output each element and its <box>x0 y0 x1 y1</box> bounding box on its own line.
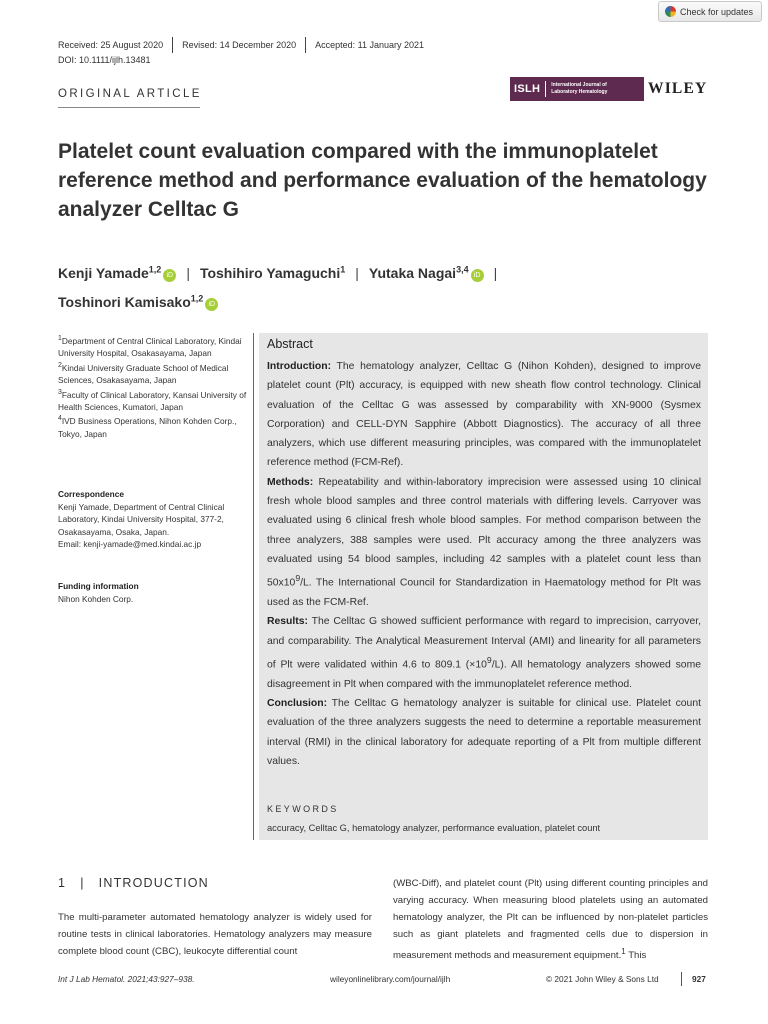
divider <box>58 107 200 108</box>
footer-copyright: © 2021 John Wiley & Sons Ltd <box>546 974 659 984</box>
divider <box>305 37 306 53</box>
page-number: 927 <box>692 974 706 984</box>
journal-logo-line: Laboratory Hematology <box>551 89 608 95</box>
author[interactable]: Yutaka Nagai$^{3,4}$ <box>368 264 469 281</box>
orcid-icon[interactable]: iD <box>205 298 218 311</box>
section-heading: 1 | INTRODUCTION <box>58 876 209 890</box>
author-separator: | <box>186 264 190 281</box>
orcid-icon[interactable]: iD <box>471 269 484 282</box>
author[interactable]: Kenji Yamade$^{1,2}$ <box>58 264 162 281</box>
journal-logo[interactable] <box>510 77 644 101</box>
divider <box>172 37 173 53</box>
author-list <box>58 256 718 315</box>
abstract-conclusion: Conclusion: The Celltac G hematology analyzer is suitable for clinical use. Platelet count evaluation of the three analyzers suggests the need to determine a reportable measurement interval (RMI) in the clinical laboratory for adequate reporting of a Plt from multiple different values. <box>267 697 702 767</box>
affiliation: $^1$Department of Central Clinical Laboratory, Kindai University Hospital, Osakasayama, Japan <box>58 335 242 359</box>
accepted-date: Accepted: 11 January 2021 <box>315 40 425 50</box>
doi[interactable]: DOI: 10.1111/ijlh.13481 <box>58 55 151 65</box>
divider <box>681 972 682 986</box>
affiliation: $^3$Faculty of Clinical Laboratory, Kansai University of Health Sciences, Kumatori, Japan <box>58 388 247 412</box>
author-separator: | <box>355 264 359 281</box>
keywords: accuracy, Celltac G, hematology analyzer, performance evaluation, platelet count <box>267 823 601 833</box>
abstract-methods: Methods: Repeatability and within-laboratory imprecision were assessed using 10 clinical fresh whole blood samples and three control materials with differing levels. Carryover was evaluated using 6 clinical fresh whole blood samples. For method comparison between the three analyzers, 388 samples were used. Plt accuracy among the three analyzers was evaluated using 54 blood samples, including 42 samples with a platelet count less than $50x10^9/L$. The International Council for Standardization in Haematology method for Plt was used as the FCM-Ref. <box>267 476 701 609</box>
correspondence-text: Kenji Yamade, Department of Central Clinical Laboratory, Kindai University Hospital, 377-2, Osakasayama, Osaka, Japan. <box>58 501 225 537</box>
body-text-column-right: (WBC-Diff), and platelet count (Plt) using different counting principles and varying accuracy. When measuring blood platelets using an automated hematology analyzer, the Plt can be influenced by non-platelet particles such as giant platelets and fragmented cells due to dispersion in measurement methods and measurement equipment.$^1$ This <box>393 878 708 962</box>
journal-logo-name <box>546 82 607 96</box>
funding-text: Nihon Kohden Corp. <box>58 593 134 604</box>
affiliation: $^2$Kindai University Graduate School of Medical Sciences, Osakasayama, Japan <box>58 361 229 386</box>
revised-date: Revised: 14 December 2020 <box>182 40 297 50</box>
correspondence-label: Correspondence <box>58 489 124 499</box>
footer-citation: Int J Lab Hematol. 2021;43:927–938. <box>58 974 195 984</box>
publisher-logo[interactable]: WILEY <box>648 80 708 97</box>
citation-ref[interactable]: 1 <box>621 947 626 956</box>
body-text-column-left: The multi-parameter automated hematology analyzer is widely used for routine tests in clinical laboratories. Hematology analyzers may measure complete blood count (CBC), leukocyte differential count <box>58 912 372 957</box>
funding-label: Funding information <box>58 581 139 591</box>
check-for-updates-label: Check for updates <box>679 6 753 17</box>
affiliations <box>58 333 248 440</box>
author-separator: | <box>493 264 498 281</box>
abstract-heading: Abstract <box>267 337 313 351</box>
abstract-results: Results: The Celltac G showed sufficient performance with regard to imprecision, carryover, and comparability. The Analytical Measurement Interval (AMI) and linearity for all parameters of Plt were validated within 4.6 to 809.1 $(\times 10^9/L)$. All hematology analyzers showed some disagreement in Plt when compared with the immunoplatelet reference method. <box>267 616 701 690</box>
islh-logo-mark: ISLH <box>510 81 546 97</box>
abstract-rule <box>253 333 254 840</box>
orcid-icon[interactable]: iD <box>163 269 176 282</box>
affiliation: $^4$IVD Business Operations, Nihon Kohden Corp., Tokyo, Japan <box>58 415 237 439</box>
correspondence <box>58 488 248 551</box>
received-date: Received: 25 August 2020 <box>58 40 164 50</box>
funding <box>58 580 248 605</box>
article-title: Platelet count evaluation compared with the immunoplatelet reference method and performance evaluation of the hematology analyzer Celltac G <box>58 140 707 221</box>
article-type: ORIGINAL ARTICLE <box>58 88 202 100</box>
keywords-heading: KEYWORDS <box>267 804 339 814</box>
crossmark-icon <box>665 6 676 17</box>
author[interactable]: Toshinori Kamisako$^{1,2}$ <box>58 293 204 311</box>
journal-logo-line: International Journal of <box>551 82 607 88</box>
author[interactable]: Toshihiro Yamaguchi$^1$ <box>199 264 346 281</box>
footer-url[interactable]: wileyonlinelibrary.com/journal/ijlh <box>330 974 451 984</box>
check-for-updates-button[interactable] <box>658 1 762 22</box>
correspondence-email[interactable]: Email: kenji-yamade@med.kindai.ac.jp <box>58 539 202 549</box>
abstract-introduction: Introduction: The hematology analyzer, Celltac G (Nihon Kohden), designed to improve platelet count (Plt) accuracy, is equipped with new sheath flow control technology. Clinical evaluation of the Celltac G was assessed by comparability with XN-9000 (Sysmex Corporation) and CELL-DYN Sapphire (Abbott Diagnostics). The accuracy of all three analyzers, which use different measuring principles, was compared with the immunoplatelet reference method (FCM-Ref). <box>267 361 701 469</box>
history-dates <box>58 37 424 53</box>
abstract-box <box>259 333 708 840</box>
abstract-body <box>267 357 701 771</box>
